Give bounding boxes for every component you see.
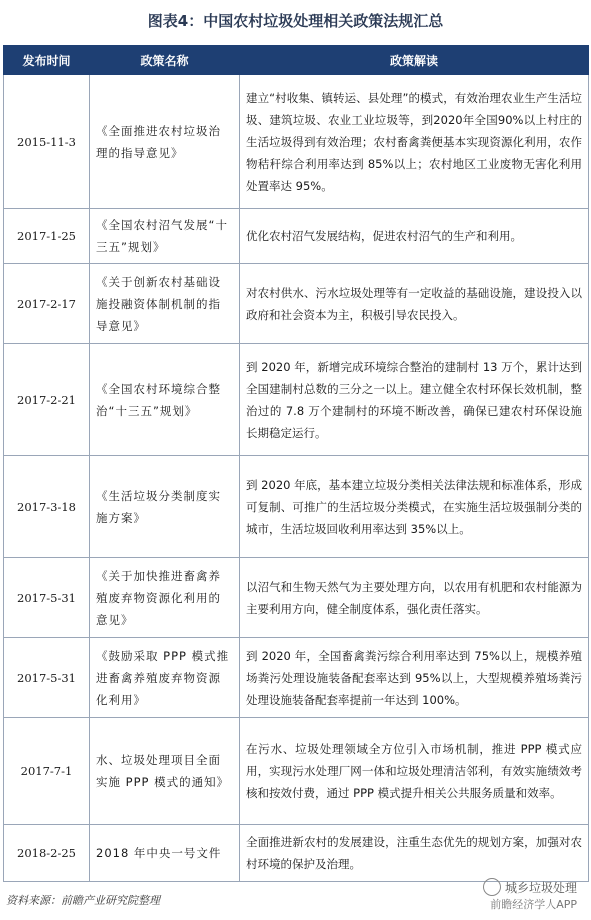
cell-date: 2018-2-25 [4, 825, 90, 882]
cell-date: 2017-3-18 [4, 456, 90, 558]
watermark [483, 878, 577, 911]
table-row [4, 638, 589, 718]
header-interpretation: 政策解读 [240, 46, 589, 75]
cell-interpretation: 全面推进新农村的发展建设，注重生态优先的规划方案，加强对农村环境的保护及治理。 [240, 825, 589, 882]
table-row [4, 209, 589, 264]
cell-date: 2017-2-21 [4, 344, 90, 456]
table-row [4, 264, 589, 344]
cell-date: 2017-5-31 [4, 558, 90, 638]
table-row [4, 718, 589, 825]
cell-interpretation: 对农村供水、污水垃圾处理等有一定收益的基础设施，建设投入以政府和社会资本为主，积极引导农民投入。 [240, 264, 589, 344]
table-row [4, 825, 589, 882]
cell-date: 2015-11-3 [4, 75, 90, 209]
cell-interpretation: 优化农村沼气发展结构，促进农村沼气的生产和利用。 [240, 209, 589, 264]
cell-policy-name: 《关于创新农村基础设施投融资体制机制的指导意见》 [90, 264, 240, 344]
cell-date: 2017-2-17 [4, 264, 90, 344]
header-row [4, 46, 589, 75]
cell-policy-name: 《生活垃圾分类制度实施方案》 [90, 456, 240, 558]
cell-policy-name: 2018 年中央一号文件 [90, 825, 240, 882]
table-row [4, 558, 589, 638]
table-row [4, 344, 589, 456]
header-date: 发布时间 [4, 46, 90, 75]
cell-policy-name: 水、垃圾处理项目全面实施 PPP 模式的通知》 [90, 718, 240, 825]
cell-policy-name: 《关于加快推进畜禽养殖废弃物资源化利用的意见》 [90, 558, 240, 638]
cell-policy-name: 《鼓励采取 PPP 模式推进畜禽养殖废弃物资源化利用》 [90, 638, 240, 718]
table-row [4, 75, 589, 209]
table-row [4, 456, 589, 558]
cell-interpretation: 到 2020 年底，基本建立垃圾分类相关法律法规和标准体系，形成可复制、可推广的生活垃圾分类模式，在实施生活垃圾强制分类的城市，生活垃圾回收利用率达到 35%以上。 [240, 456, 589, 558]
cell-date: 2017-7-1 [4, 718, 90, 825]
source-note: 资料来源：前瞻产业研究院整理 [6, 894, 160, 907]
cell-date: 2017-1-25 [4, 209, 90, 264]
cell-policy-name: 《全国农村环境综合整治“十三五”规划》 [90, 344, 240, 456]
cell-interpretation: 以沼气和生物天然气为主要处理方向，以农用有机肥和农村能源为主要利用方向，健全制度体系，强化责任落实。 [240, 558, 589, 638]
cell-interpretation: 建立“村收集、镇转运、县处理”的模式，有效治理农业生产生活垃圾、建筑垃圾、农业工业垃圾等，到2020年全国90%以上村庄的生活垃圾得到有效治理；农村畜禽粪便基本实现资源化利用，农作物秸秆综合利用率达到 85%以上；农村地区工业废物无害化利用处置率达 95%。 [240, 75, 589, 209]
cell-policy-name: 《全面推进农村垃圾治理的指导意见》 [90, 75, 240, 209]
cell-interpretation: 到 2020 年，全国畜禽粪污综合利用率达到 75%以上，规模养殖场粪污处理设施装备配套率达到 95%以上，大型规模养殖场粪污处理设施装备配套率提前一年达到 100%。 [240, 638, 589, 718]
cell-policy-name: 《全国农村沼气发展“十三五”规划》 [90, 209, 240, 264]
policy-table [3, 45, 589, 882]
wechat-logo-icon [483, 878, 501, 896]
cell-date: 2017-5-31 [4, 638, 90, 718]
watermark-main: 城乡垃圾处理 [504, 880, 577, 895]
header-name: 政策名称 [90, 46, 240, 75]
table-title: 图表4：中国农村垃圾处理相关政策法规汇总 [147, 12, 444, 30]
watermark-sub: 前瞻经济学人APP [490, 898, 577, 911]
cell-interpretation: 到 2020 年，新增完成环境综合整治的建制村 13 万个，累计达到全国建制村总数的三分之一以上。建立健全农村环保长效机制，整治过的 7.8 万个建制村的环境不断改善，确保已建农村环保设施长期稳定运行。 [240, 344, 589, 456]
cell-interpretation: 在污水、垃圾处理领域全方位引入市场机制，推进 PPP 模式应用，实现污水处理厂网一体和垃圾处理清洁邻利，有效实施绩效考核和按效付费，通过 PPP 模式提升相关公共服务质量和效率。 [240, 718, 589, 825]
